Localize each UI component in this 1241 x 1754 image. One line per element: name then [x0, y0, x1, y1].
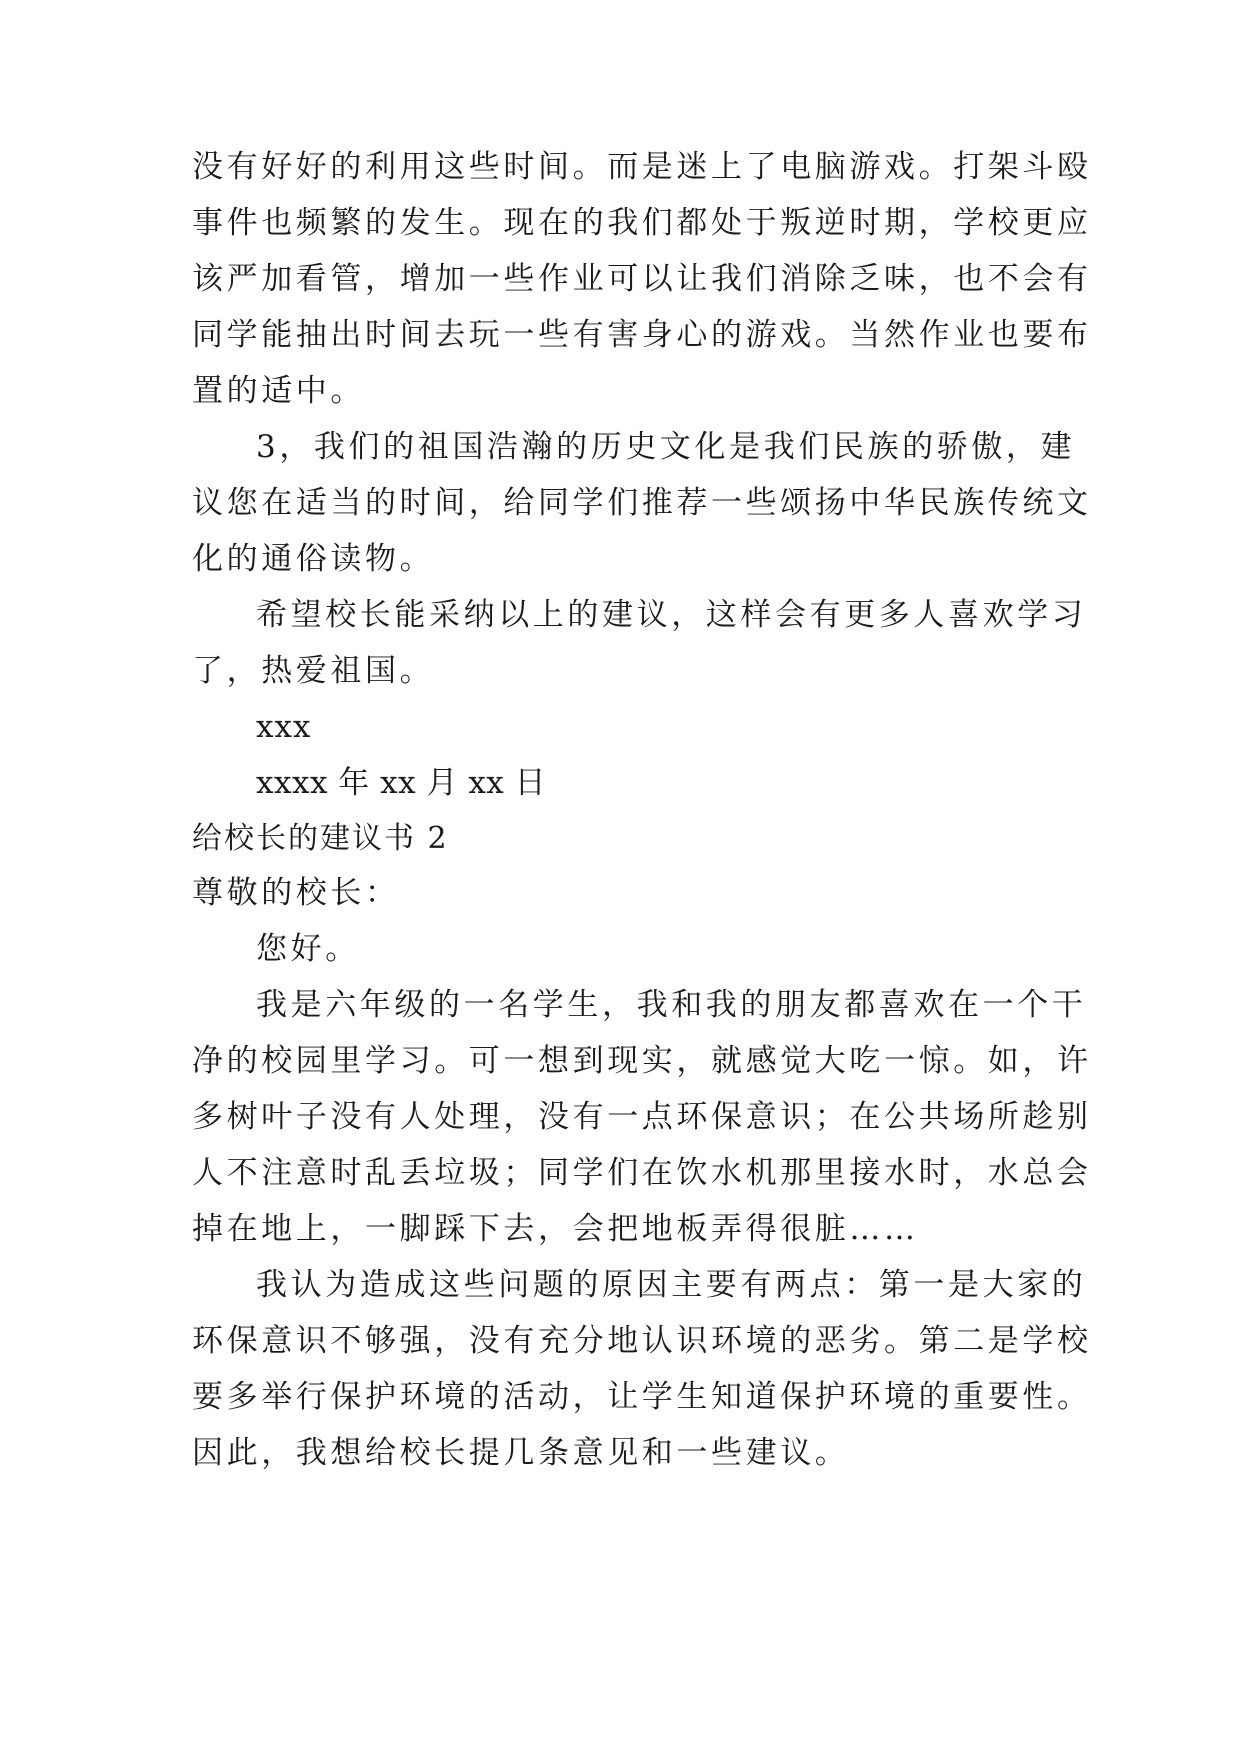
greeting: 您好。	[256, 931, 360, 967]
body-line: 人不注意时乱丢垃圾；同学们在饮水机那里接水时，水总会	[192, 1155, 1092, 1191]
date: xxxx 年 xx 月 xx 日	[256, 765, 547, 801]
body-line: 我认为造成这些问题的原因主要有两点：第一是大家的	[256, 1267, 1087, 1303]
body-line: 要多举行保护环境的活动，让学生知道保护环境的重要性。	[192, 1379, 1092, 1415]
letter-title: 给校长的建议书 2	[192, 821, 449, 856]
body-line: 3，我们的祖国浩瀚的历史文化是我们民族的骄傲，建	[256, 429, 1076, 465]
body-line: 环保意识不够强，没有充分地认识环境的恶劣。第二是学校	[192, 1323, 1092, 1359]
body-line: 希望校长能采纳以上的建议，这样会有更多人喜欢学习	[256, 597, 1087, 633]
body-line: 事件也频繁的发生。现在的我们都处于叛逆时期，学校更应	[192, 205, 1092, 241]
body-line: 掉在地上，一脚踩下去，会把地板弄得很脏……	[192, 1211, 919, 1247]
body-line: 化的通俗读物。	[192, 541, 435, 577]
body-line: 该严加看管，增加一些作业可以让我们消除乏味，也不会有	[192, 261, 1092, 297]
signature: xxx	[256, 709, 312, 745]
body-line: 了，热爱祖国。	[192, 653, 435, 689]
body-line: 净的校园里学习。可一想到现实，就感觉大吃一惊。如，许	[192, 1043, 1092, 1079]
body-line: 因此，我想给校长提几条意见和一些建议。	[192, 1435, 850, 1471]
body-line: 多树叶子没有人处理，没有一点环保意识；在公共场所趁别	[192, 1099, 1092, 1135]
body-line: 置的适中。	[192, 373, 365, 409]
body-line: 我是六年级的一名学生，我和我的朋友都喜欢在一个干	[256, 987, 1087, 1023]
body-line: 同学能抽出时间去玩一些有害身心的游戏。当然作业也要布	[192, 317, 1092, 353]
body-line: 议您在适当的时间，给同学们推荐一些颂扬中华民族传统文	[192, 485, 1092, 521]
body-line: 没有好好的利用这些时间。而是迷上了电脑游戏。打架斗殴	[192, 149, 1092, 185]
salutation: 尊敬的校长：	[192, 875, 400, 911]
